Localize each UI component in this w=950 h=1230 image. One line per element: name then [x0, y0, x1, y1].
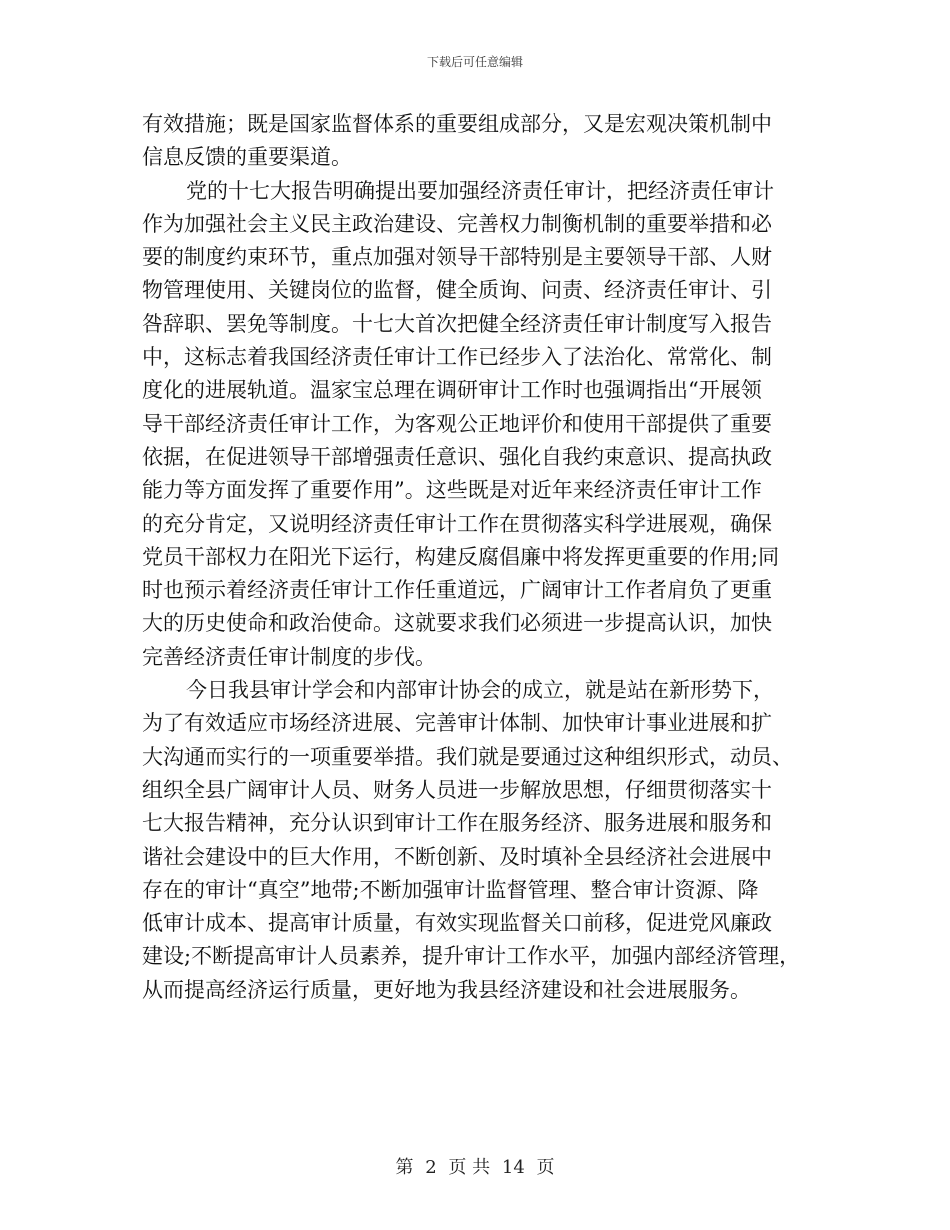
text-line: 为了有效适应市场经济进展、完善审计体制、加快审计事业进展和扩: [142, 711, 772, 736]
text-line: 度化的进展轨道。温家宝总理在调研审计工作时也强调指出“开展领: [142, 378, 762, 403]
text-line: 导干部经济责任审计工作，为客观公正地评价和使用干部提供了重要: [142, 411, 772, 436]
text-line: 能力等方面发挥了重要作用”。这些既是对近年来经济责任审计工作: [142, 478, 762, 503]
text-line: 建设;不断提高审计人员素养，提升审计工作水平，加强内部经济管理，: [142, 944, 801, 969]
text-line: 信息反馈的重要渠道。: [142, 145, 352, 170]
text-line: 存在的审计“真空”地带;不断加强审计监督管理、整合审计资源、降: [142, 877, 759, 902]
text-line: 党员干部权力在阳光下运行，构建反腐倡廉中将发挥更重要的作用;同: [142, 544, 780, 569]
text-line: 七大报告精神，充分认识到审计工作在服务经济、服务进展和服务和: [142, 811, 772, 836]
text-line: 依据，在促进领导干部增强责任意识、强化自我约束意识、提高执政: [142, 444, 772, 469]
text-line: 组织全县广阔审计人员、财务人员进一步解放思想，仔细贯彻落实十: [142, 777, 772, 802]
text-line: 党的十七大报告明确提出要加强经济责任审计，把经济责任审计: [186, 178, 774, 203]
text-line: 低审计成本、提高审计质量，有效实现监督关口前移，促进党风廉政: [142, 911, 772, 936]
text-line: 有效措施；既是国家监督体系的重要组成部分，又是宏观决策机制中: [142, 112, 772, 136]
footer-middle: 页 共: [448, 1157, 491, 1178]
total-page-count: 14: [501, 1157, 525, 1178]
current-page-number: 2: [425, 1157, 437, 1178]
page-footer: [0, 1153, 950, 1179]
footer-prefix: 第: [395, 1157, 414, 1178]
paragraph: [142, 674, 812, 1007]
text-line: 谐社会建设中的巨大作用，不断创新、及时填补全县经济社会进展中: [142, 844, 772, 869]
text-line: 完善经济责任审计制度的步伐。: [142, 644, 436, 669]
text-line: 中，这标志着我国经济责任审计工作已经步入了法治化、常常化、制: [142, 345, 772, 370]
text-line: 从而提高经济运行质量，更好地为我县经济建设和社会进展服务。: [142, 977, 751, 1002]
text-line: 作为加强社会主义民主政治建设、完善权力制衡机制的重要举措和必: [142, 211, 772, 236]
text-line: 大沟通而实行的一项重要举措。我们就是要通过这种组织形式，动员、: [142, 744, 793, 769]
text-line: 今日我县审计学会和内部审计协会的成立，就是站在新形势下，: [186, 678, 774, 703]
text-line: 大的历史使命和政治使命。这就要求我们必须进一步提高认识，加快: [142, 611, 772, 636]
text-line: 咎辞职、罢免等制度。十七大首次把健全经济责任审计制度写入报告: [142, 311, 772, 336]
text-line: 时也预示着经济责任审计工作任重道远，广阔审计工作者肩负了更重: [142, 578, 772, 603]
header-text: 下载后可任意编辑: [426, 55, 523, 69]
footer-suffix: 页: [536, 1157, 555, 1178]
text-line: 要的制度约束环节，重点加强对领导干部特别是主要领导干部、人财: [142, 245, 772, 270]
page-header: [0, 53, 950, 70]
text-line: 的充分肯定，又说明经济责任审计工作在贯彻落实科学进展观，确保: [142, 511, 772, 536]
text-line: 物管理使用、关键岗位的监督，健全质询、问责、经济责任审计、引: [142, 278, 772, 303]
paragraph: [142, 108, 812, 175]
document-body: [142, 108, 812, 1007]
paragraph: [142, 175, 812, 674]
